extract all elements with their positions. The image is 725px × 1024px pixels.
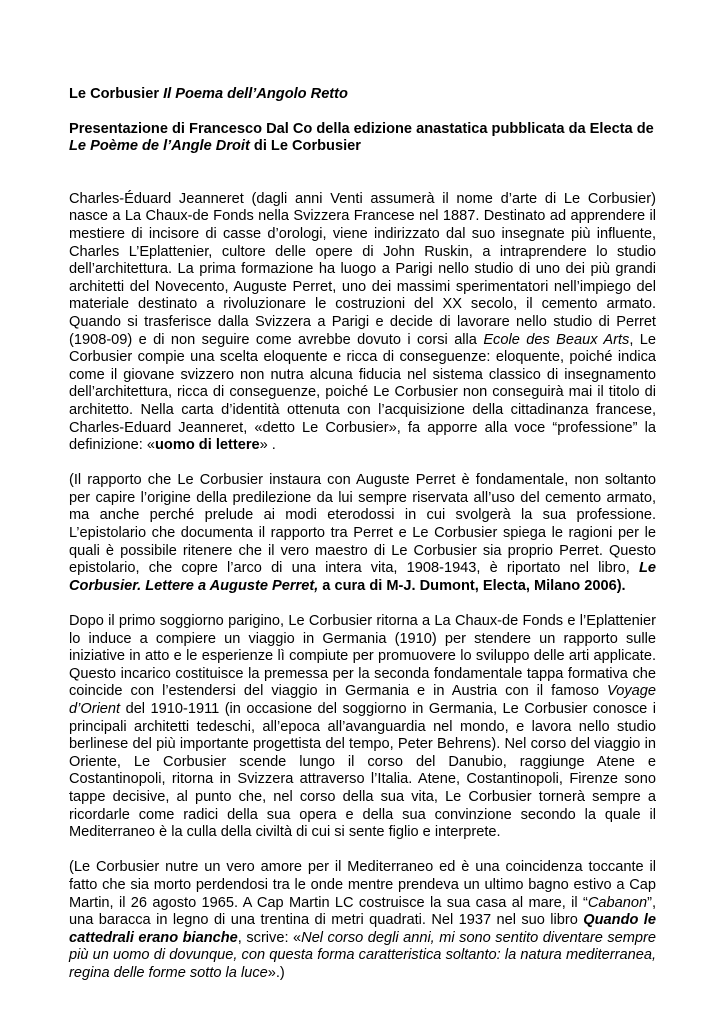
- paragraph-4-end: ».): [267, 964, 285, 981]
- paragraph-4-quote: Nel corso degli anni, mi sono sentito diventare sempre più un uomo di dovunque, con questa forma caratteristica soltanto: la natura mediterranea, regina delle forme sotto la luce: [69, 929, 657, 981]
- paragraph-1-text: Charles-Éduard Jeanneret (dagli anni Venti assumerà il nome d’arte di Le Corbusier) nasce a La Chaux-de Fonds nella Svizzera Francese nel 1887. Destinato ad apprendere il mestiere di incisore di casse d’orologi, viene indirizzato dal suo insegnate più influente, Charles L’Eplattenier, cultore delle opere di John Ruskin, a intraprendere lo studio dell’architettura. La prima formazione ha luogo a Parigi nello studio di uno dei più grandi architetti del Novecento, Auguste Perret, uno dei massimi sperimentatori nell’impiego del materiale destinato a rivoluzionare le costruzioni del XX secolo, il cemento armato. Quando si trasferisce dalla Svizzera a Parigi e decide di lavorare nello studio di Perret (1908-09) e di non seguire come avrebbe dovuto i corsi alla: [69, 190, 656, 348]
- paragraph-2-text: (Il rapporto che Le Corbusier instaura con Auguste Perret è fondamentale, non soltanto per capire l’origine della predilezione da lui sempre riservata all’uso del cemento armato, ma anche perché prelude ai modi eterodossi in cui svolgerà la sua professione. L’epistolario che documenta il rapporto tra Perret e Le Corbusier spiega le ragioni per le quali è possibile ritenere che il vero maestro di Le Corbusier sia proprio Perret. Questo epistolario, che copre l’arco di una intera vita, 1908-1943, è riportato nel libro,: [69, 472, 656, 577]
- paragraph-1-bold: uomo di lettere: [155, 437, 260, 454]
- paragraph-1-text-cont: , Le Corbusier compie una scelta eloquente e ricca di conseguenze: eloquente, poiché indica come il giovane svizzero non nutra alcuna fiducia nel sistema classico di insegnamento dell’architettura, ricca di conseguenze, poiché Le Corbusier non conseguirà mai il titolo di architetto. Nella carta d’identità ottenuta con l’acquisizione della cittadinanza francese, Charles-Eduard Jeanneret, «detto Le Corbusier», fa apporre alla voce “professione” la definizione: «: [69, 331, 656, 454]
- paragraph-2-book-title: Le Corbusier. Lettere a Auguste Perret,: [69, 560, 656, 594]
- paragraph-4-book-title: Quando le cattedrali erano bianche: [69, 912, 656, 946]
- paragraph-1-italic: Ecole des Beaux Arts: [483, 331, 630, 348]
- paragraph-4-cabanon: Cabanon: [587, 894, 648, 911]
- paragraph-4-scrive: , scrive: «: [237, 929, 302, 946]
- paragraph-4-text-cont: ”, una baracca in legno di una trentina di metri quadrati. Nel 1937 nel suo libro: [69, 894, 656, 929]
- paragraph-1-end: » .: [259, 437, 276, 454]
- paragraph-4: [69, 859, 656, 982]
- paragraph-3-italic: Voyage d’Orient: [69, 683, 656, 717]
- paragraph-1: [69, 191, 656, 455]
- document-body: [69, 86, 656, 983]
- subtitle-tail: di Le Corbusier: [249, 138, 361, 155]
- subtitle-line: Presentazione di Francesco Dal Co della edizione anastatica pubblicata da Electa de: [69, 120, 654, 137]
- paragraph-3-text-cont: del 1910-1911 (in occasione del soggiorno in Germania, Le Corbusier conosce i principali architetti tedeschi, all’epoca all’avanguardia nel mondo, e lavora nello studio berlinese del più importante progettista del tempo, Peter Behrens). Nel corso del viaggio in Oriente, Le Corbusier scende lungo il corso del Danubio, raggiunge Atene e Costantinopoli, ritorna in Svizzera attraverso l’Italia. Atene, Costantinopoli, Firenze sono tappe decisive, al punto che, nel corso della sua vita, Le Corbusier tornerà sempre a ricordarle come radici della sua opera e della sua convinzione secondo la quale il Mediterraneo è la culla della civiltà di cui si sente figlio e interprete.: [69, 701, 656, 841]
- paragraph-4-text: (Le Corbusier nutre un vero amore per il Mediterraneo ed è una coincidenza toccante il fatto che sia morto perdendosi tra le onde mentre prendeva un ultimo bagno estivo a Cap Martin, il 26 agosto 1965. A Cap Martin LC costruisce la sua casa al mare, il “: [69, 859, 656, 911]
- title-author: Le Corbusier: [69, 86, 160, 102]
- title-work: Il Poema dell’Angolo Retto: [163, 86, 348, 102]
- paragraph-3: [69, 613, 656, 842]
- document-subtitle: [69, 121, 656, 156]
- subtitle-work: Le Poème de l’Angle Droit: [69, 138, 250, 155]
- document-title: [69, 86, 656, 104]
- paragraph-2-citation: a cura di M-J. Dumont, Electa, Milano 2006).: [318, 577, 626, 594]
- paragraph-2: [69, 472, 656, 595]
- paragraph-3-text: Dopo il primo soggiorno parigino, Le Corbusier ritorna a La Chaux-de Fonds e l’Eplattenier lo induce a compiere un viaggio in Germania (1910) per stendere un rapporto sulle iniziative in atto e le esperienze lì compiute per promuovere lo sviluppo delle arti applicate. Questo incarico costituisce la premessa per la seconda fondamentale tappa formativa che coincide con l’estendersi del viaggio in Germania e in Austria con il famoso: [69, 613, 656, 700]
